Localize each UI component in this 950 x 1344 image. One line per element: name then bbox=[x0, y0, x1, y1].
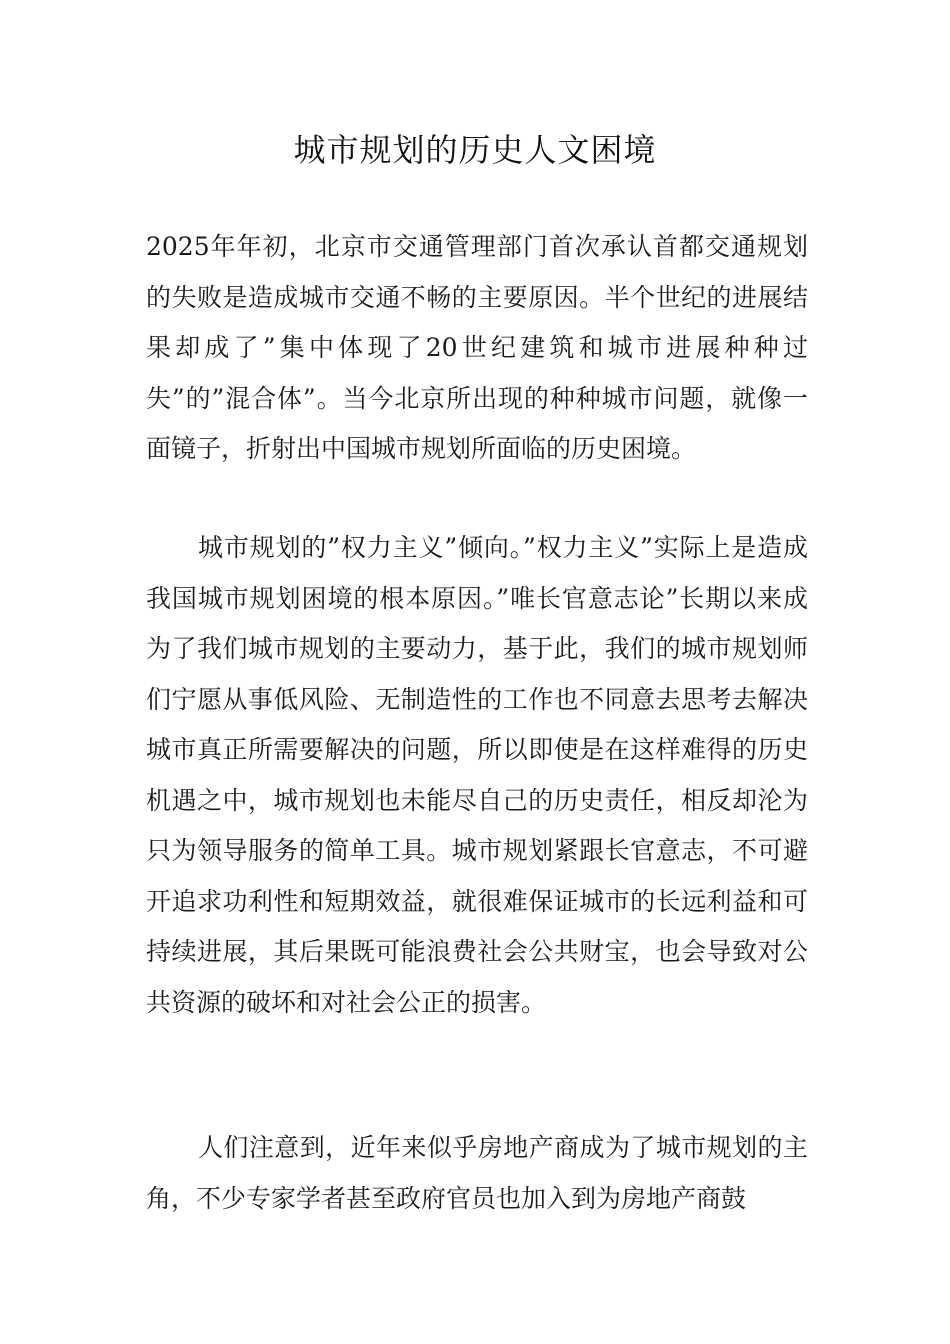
document-title: 城市规划的历史人文困境 bbox=[293, 131, 657, 169]
paragraph: 人们注意到，近年来似乎房地产商成为了城市规划的主角，不少专家学者甚至政府官员也加入到为房地产商鼓 bbox=[146, 1133, 808, 1213]
paragraph: 2025年年初，北京市交通管理部门首次承认首都交通规划的失败是造成城市交通不畅的主要原因。半个世纪的进展结果却成了”集中体现了20世纪建筑和城市进展种种过失”的”混合体”。当今北京所出现的种种城市问题，就像一面镜子，折射出中国城市规划所面临的历史困境。 bbox=[146, 232, 808, 463]
paragraph: 城市规划的”权力主义”倾向。”权力主义”实际上是造成我国城市规划困境的根本原因。”唯长官意志论”长期以来成为了我们城市规划的主要动力，基于此，我们的城市规划师们宁愿从事低风险、无制造性的工作也不同意去思考去解决城市真正所需要解决的问题，所以即使是在这样难得的历史机遇之中，城市规划也未能尽自己的历史责任，相反却沦为只为领导服务的简单工具。城市规划紧跟长官意志，不可避开追求功利性和短期效益，就很难保证城市的长远利益和可持续进展，其后果既可能浪费社会公共财宝，也会导致对公共资源的破坏和对社会公正的损害。 bbox=[146, 533, 808, 1017]
